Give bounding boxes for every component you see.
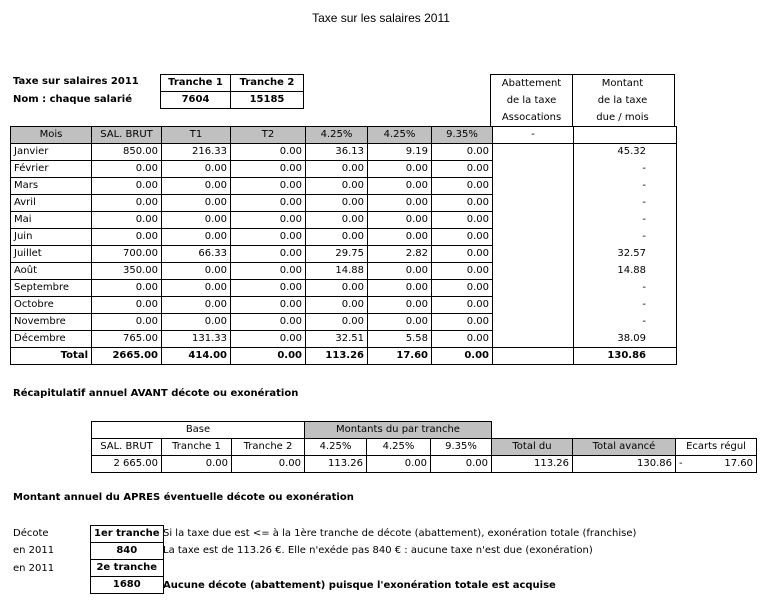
- recap-val-tranche1[interactable]: 0.00: [162, 456, 232, 473]
- cell-c[interactable]: 0.00: [432, 178, 493, 195]
- recap-col-total-avance: Total avancé: [573, 439, 676, 456]
- cell-a[interactable]: 14.88: [306, 263, 368, 280]
- cell-c[interactable]: 0.00: [432, 246, 493, 263]
- cell-a[interactable]: 0.00: [306, 280, 368, 297]
- recap-val-total-avance[interactable]: 130.86: [573, 456, 676, 473]
- cell-t2[interactable]: 0.00: [231, 144, 306, 161]
- cell-c[interactable]: 0.00: [432, 297, 493, 314]
- cell-montant-du[interactable]: 38.09: [574, 331, 677, 348]
- cell-brut[interactable]: 0.00: [92, 280, 162, 297]
- cell-montant-du[interactable]: 45.32: [574, 144, 677, 161]
- col-montant-du: [574, 127, 677, 144]
- cell-a[interactable]: 0.00: [306, 195, 368, 212]
- month-name: Juillet: [11, 246, 92, 263]
- tranche2-value[interactable]: 15185: [231, 92, 304, 109]
- recap-val-total-du[interactable]: 113.26: [492, 456, 573, 473]
- cell-t1[interactable]: 0.00: [162, 195, 231, 212]
- recap-heading: Récapitulatif annuel AVANT décote ou exonération: [13, 388, 299, 399]
- monthly-table: [10, 126, 677, 365]
- abattement-line1: Abattement: [501, 78, 562, 89]
- decote-tranche-table: [90, 525, 164, 594]
- cell-a[interactable]: 0.00: [306, 212, 368, 229]
- cell-c[interactable]: 0.00: [432, 331, 493, 348]
- month-name: Avril: [11, 195, 92, 212]
- monthly-table-header: [11, 127, 677, 144]
- recap-val-tranche2[interactable]: 0.00: [232, 456, 305, 473]
- decote-result-text: La taxe est de 113.26 €. Elle n'exéde pas 840 € : aucune taxe n'est due (exonération): [163, 545, 593, 556]
- recap-ecarts-sign: -: [679, 458, 683, 469]
- total-t1[interactable]: 414.00: [162, 348, 231, 365]
- cell-t2[interactable]: 0.00: [231, 212, 306, 229]
- cell-b[interactable]: 2.82: [368, 246, 432, 263]
- total-rate2[interactable]: 17.60: [368, 348, 432, 365]
- col-rate3: 9.35%: [432, 127, 493, 144]
- tranche1-value[interactable]: 7604: [161, 92, 231, 109]
- cell-b[interactable]: 0.00: [368, 263, 432, 280]
- decote-label: Décote: [13, 528, 49, 539]
- cell-c[interactable]: 0.00: [432, 314, 493, 331]
- table-row: [11, 178, 677, 195]
- cell-b[interactable]: 0.00: [368, 178, 432, 195]
- cell-montant-du[interactable]: -: [574, 297, 677, 314]
- cell-abattement[interactable]: [493, 212, 574, 229]
- recap-col-total-du: Total du: [492, 439, 573, 456]
- recap-table: [91, 421, 757, 473]
- table-row: [11, 212, 677, 229]
- total-row: [11, 348, 677, 365]
- cell-abattement[interactable]: [493, 178, 574, 195]
- cell-a[interactable]: 0.00: [306, 161, 368, 178]
- abattement-line2: de la taxe: [506, 95, 557, 106]
- cell-t2[interactable]: 0.00: [231, 331, 306, 348]
- cell-t1[interactable]: 0.00: [162, 161, 231, 178]
- recap-col-ecarts: Ecarts régul: [676, 439, 757, 456]
- cell-brut[interactable]: 700.00: [92, 246, 162, 263]
- cell-t1[interactable]: 0.00: [162, 263, 231, 280]
- decote-tranche1-value[interactable]: 840: [91, 543, 164, 560]
- cell-b[interactable]: 9.19: [368, 144, 432, 161]
- month-name: Mai: [11, 212, 92, 229]
- montant-header: [571, 74, 675, 127]
- month-name: Août: [11, 263, 92, 280]
- cell-montant-du[interactable]: -: [574, 229, 677, 246]
- month-name: Décembre: [11, 331, 92, 348]
- cell-b[interactable]: 0.00: [368, 314, 432, 331]
- cell-brut[interactable]: 350.00: [92, 263, 162, 280]
- cell-b[interactable]: 0.00: [368, 161, 432, 178]
- sheet-title: Taxe sur salaires 2011: [13, 76, 139, 87]
- table-row: [11, 229, 677, 246]
- cell-brut[interactable]: 0.00: [92, 314, 162, 331]
- cell-t1[interactable]: 216.33: [162, 144, 231, 161]
- col-t2: T2: [231, 127, 306, 144]
- recap-col-rate3: 9.35%: [431, 439, 492, 456]
- tranche1-label: Tranche 1: [161, 75, 231, 92]
- cell-abattement[interactable]: [493, 280, 574, 297]
- cell-t1[interactable]: 0.00: [162, 212, 231, 229]
- recap-val-brut[interactable]: 2 665.00: [92, 456, 162, 473]
- cell-b[interactable]: 5.58: [368, 331, 432, 348]
- cell-a[interactable]: 0.00: [306, 178, 368, 195]
- cell-brut[interactable]: 0.00: [92, 195, 162, 212]
- recap-col-tranche1: Tranche 1: [162, 439, 232, 456]
- cell-c[interactable]: 0.00: [432, 212, 493, 229]
- cell-t1[interactable]: 66.33: [162, 246, 231, 263]
- total-due[interactable]: 130.86: [574, 348, 677, 365]
- recap-val-rate2[interactable]: 0.00: [367, 456, 431, 473]
- tranche-table: [160, 74, 304, 109]
- abattement-line3: Assocations: [501, 112, 562, 123]
- total-rate1[interactable]: 113.26: [306, 348, 368, 365]
- col-t1: T1: [162, 127, 231, 144]
- cell-t1[interactable]: 0.00: [162, 314, 231, 331]
- month-name: Septembre: [11, 280, 92, 297]
- table-row: [11, 331, 677, 348]
- decote-tranche2-label: 2e tranche: [91, 560, 164, 577]
- cell-t2[interactable]: 0.00: [231, 263, 306, 280]
- cell-montant-du[interactable]: 32.57: [574, 246, 677, 263]
- table-row: [11, 280, 677, 297]
- cell-brut[interactable]: 0.00: [92, 212, 162, 229]
- recap-val-ecarts[interactable]: [676, 456, 757, 473]
- cell-t2[interactable]: 0.00: [231, 229, 306, 246]
- table-row: [11, 195, 677, 212]
- recap-col-tranche2: Tranche 2: [232, 439, 305, 456]
- cell-brut[interactable]: 0.00: [92, 297, 162, 314]
- cell-montant-du[interactable]: -: [574, 161, 677, 178]
- cell-montant-du[interactable]: -: [574, 195, 677, 212]
- en2011-label-1: en 2011: [13, 545, 55, 556]
- cell-brut[interactable]: 765.00: [92, 331, 162, 348]
- cell-a[interactable]: 0.00: [306, 314, 368, 331]
- montant-line1: Montant: [601, 78, 644, 89]
- table-row: [11, 314, 677, 331]
- col-abattement: -: [493, 127, 574, 144]
- cell-a[interactable]: 0.00: [306, 297, 368, 314]
- recap-col-rate2: 4.25%: [367, 439, 431, 456]
- total-brut[interactable]: 2665.00: [92, 348, 162, 365]
- cell-b[interactable]: 0.00: [368, 229, 432, 246]
- decote-rule-text: Si la taxe due est <= à la 1ère tranche de décote (abattement), exonération totale (franchise): [163, 528, 637, 539]
- cell-t2[interactable]: 0.00: [231, 178, 306, 195]
- cell-montant-du[interactable]: 14.88: [574, 263, 677, 280]
- col-rate2: 4.25%: [368, 127, 432, 144]
- cell-c[interactable]: 0.00: [432, 195, 493, 212]
- cell-c[interactable]: 0.00: [432, 161, 493, 178]
- en2011-label-2: en 2011: [13, 563, 55, 574]
- total-label: Total: [11, 348, 92, 365]
- cell-c[interactable]: 0.00: [432, 263, 493, 280]
- table-row: [11, 161, 677, 178]
- tranche2-label: Tranche 2: [231, 75, 304, 92]
- decote-conclusion-text: Aucune décote (abattement) puisque l'exonération totale est acquise: [163, 580, 556, 591]
- recap-base-label: Base: [92, 422, 305, 439]
- cell-brut[interactable]: 0.00: [92, 229, 162, 246]
- cell-abattement[interactable]: [493, 297, 574, 314]
- cell-brut[interactable]: 850.00: [92, 144, 162, 161]
- recap-col-brut: SAL. BRUT: [92, 439, 162, 456]
- col-sal-brut: SAL. BRUT: [92, 127, 162, 144]
- cell-a[interactable]: 0.00: [306, 229, 368, 246]
- abattement-header: [490, 74, 573, 127]
- cell-montant-du[interactable]: -: [574, 212, 677, 229]
- total-rate3[interactable]: 0.00: [432, 348, 493, 365]
- decote-tranche2-value[interactable]: 1680: [91, 577, 164, 594]
- cell-abattement[interactable]: [493, 263, 574, 280]
- table-row: [11, 263, 677, 280]
- cell-t2[interactable]: 0.00: [231, 297, 306, 314]
- col-mois: Mois: [11, 127, 92, 144]
- cell-b[interactable]: 0.00: [368, 280, 432, 297]
- cell-abattement[interactable]: [493, 246, 574, 263]
- month-name: Octobre: [11, 297, 92, 314]
- montant-line3: due / mois: [596, 112, 649, 123]
- cell-t1[interactable]: 0.00: [162, 297, 231, 314]
- apres-heading: Montant annuel du APRES éventuelle décote ou exonération: [13, 492, 354, 503]
- cell-c[interactable]: 0.00: [432, 144, 493, 161]
- cell-t1[interactable]: 0.00: [162, 280, 231, 297]
- recap-val-rate3[interactable]: 0.00: [431, 456, 492, 473]
- col-rate1: 4.25%: [306, 127, 368, 144]
- cell-c[interactable]: 0.00: [432, 229, 493, 246]
- cell-abattement[interactable]: [493, 144, 574, 161]
- cell-brut[interactable]: 0.00: [92, 161, 162, 178]
- cell-montant-du[interactable]: -: [574, 280, 677, 297]
- total-abattement[interactable]: [493, 348, 574, 365]
- cell-b[interactable]: 0.00: [368, 297, 432, 314]
- month-name: Mars: [11, 178, 92, 195]
- month-name: Janvier: [11, 144, 92, 161]
- page-title: Taxe sur les salaires 2011: [312, 11, 450, 25]
- cell-a[interactable]: 32.51: [306, 331, 368, 348]
- cell-abattement[interactable]: [493, 229, 574, 246]
- cell-b[interactable]: 0.00: [368, 195, 432, 212]
- employee-name-label: Nom : chaque salarié: [13, 94, 132, 105]
- table-row: [11, 246, 677, 263]
- cell-t1[interactable]: 0.00: [162, 229, 231, 246]
- cell-montant-du[interactable]: -: [574, 314, 677, 331]
- cell-t1[interactable]: 0.00: [162, 178, 231, 195]
- recap-val-rate1[interactable]: 113.26: [305, 456, 367, 473]
- cell-abattement[interactable]: [493, 195, 574, 212]
- cell-a[interactable]: 29.75: [306, 246, 368, 263]
- cell-abattement[interactable]: [493, 314, 574, 331]
- table-row: [11, 144, 677, 161]
- recap-col-rate1: 4.25%: [305, 439, 367, 456]
- recap-ecarts-value: 17.60: [724, 458, 753, 469]
- cell-abattement[interactable]: [493, 161, 574, 178]
- decote-tranche1-label: 1er tranche: [91, 526, 164, 543]
- cell-t1[interactable]: 131.33: [162, 331, 231, 348]
- cell-c[interactable]: 0.00: [432, 280, 493, 297]
- month-name: Juin: [11, 229, 92, 246]
- cell-t2[interactable]: 0.00: [231, 314, 306, 331]
- month-name: Février: [11, 161, 92, 178]
- cell-a[interactable]: 36.13: [306, 144, 368, 161]
- cell-brut[interactable]: 0.00: [92, 178, 162, 195]
- total-t2[interactable]: 0.00: [231, 348, 306, 365]
- cell-t2[interactable]: 0.00: [231, 246, 306, 263]
- cell-t2[interactable]: 0.00: [231, 195, 306, 212]
- montant-line2: de la taxe: [597, 95, 648, 106]
- cell-t2[interactable]: 0.00: [231, 161, 306, 178]
- month-name: Novembre: [11, 314, 92, 331]
- recap-montants-label: Montants du par tranche: [305, 422, 492, 439]
- cell-abattement[interactable]: [493, 331, 574, 348]
- cell-t2[interactable]: 0.00: [231, 280, 306, 297]
- table-row: [11, 297, 677, 314]
- cell-montant-du[interactable]: -: [574, 178, 677, 195]
- cell-b[interactable]: 0.00: [368, 212, 432, 229]
